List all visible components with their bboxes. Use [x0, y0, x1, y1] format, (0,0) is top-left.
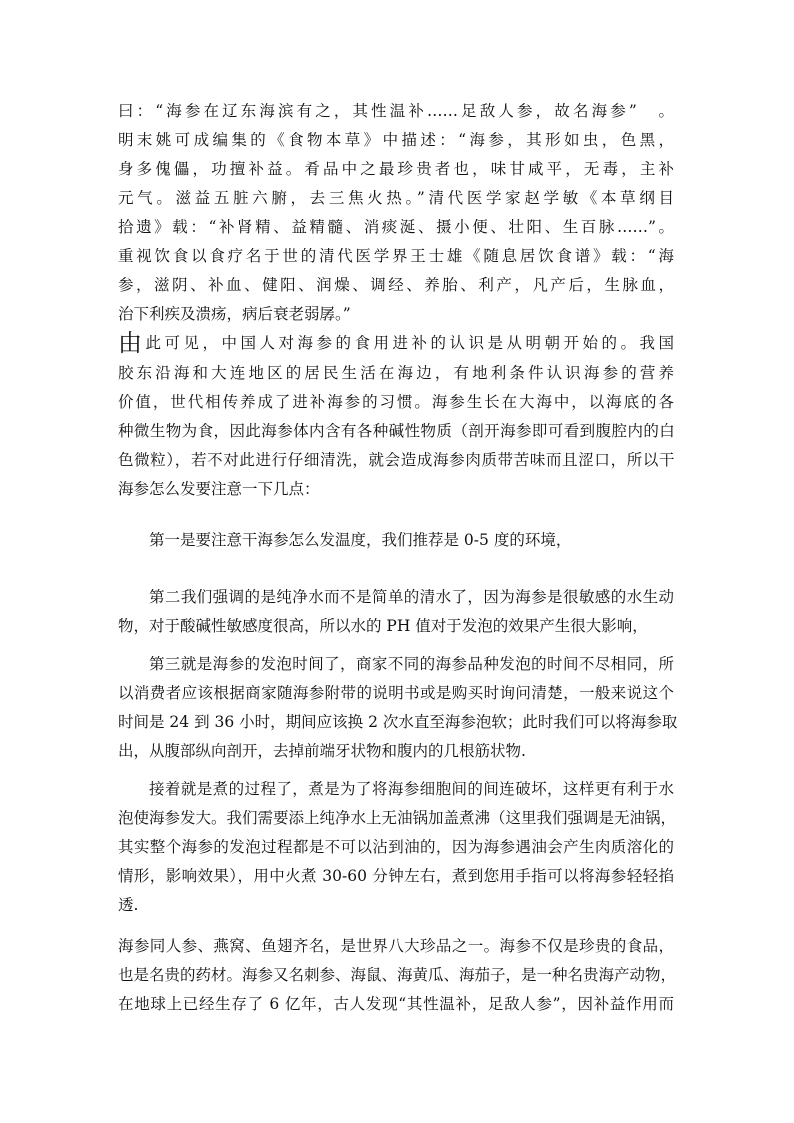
text-line: 时间是 24 到 36 小时，期间应该换 2 次水直至海参泡软；此时我们可以将海参取: [118, 713, 678, 731]
paragraph-history: [118, 327, 674, 504]
text-line: 参，滋阴、补血、健阳、润燥、调经、养胎、利产，凡产后，生脉血，: [118, 276, 674, 294]
text-line: 色微粒），若不对此进行仔细清洗，就会造成海参肉质带苦味而且涩口，所以干: [118, 451, 674, 469]
text-line: 胶东沿海和大连地区的居民生活在海边，有地利条件认识海参的营养: [118, 364, 674, 382]
text-line: 重视饮食以食疗名于世的清代医学界王士雄《随息居饮食谱》载：“海: [118, 247, 674, 265]
text-line-rest: 此可见，中国人对海参的食用进补的认识是从明朝开始的。我国: [145, 334, 674, 352]
text-line: 第一是要注意干海参怎么发温度，我们推荐是 0-5 度的环境，: [149, 531, 572, 549]
text-line: 情形，影响效果），用中火煮 30-60 分钟左右，煮到您用手指可以将海参轻轻掐: [118, 867, 674, 885]
text-line: 出，从腹部纵向剖开，去掉前端牙状物和腹内的几根筋状物.: [118, 742, 526, 760]
drop-cap: 由: [118, 329, 146, 357]
text-line: 明末姚可成编集的《食物本草》中描述：“海参，其形如虫，色黑，: [118, 131, 674, 149]
text-line: 第三就是海参的发泡时间了，商家不同的海参品种发泡的时间不尽相同，所: [149, 655, 674, 673]
text-line: 身多傀儡，功擅补益。肴品中之最珍贵者也，味甘咸平，无毒，主补: [118, 160, 674, 178]
text-line-dropcap: [118, 327, 674, 359]
text-line: 以消费者应该根据商家随海参附带的说明书或是购买时询问清楚，一般来说这个: [118, 684, 674, 702]
text-line: 价值，世代相传养成了进补海参的习惯。海参生长在大海中，以海底的各: [118, 393, 674, 411]
text-line: 海参怎么发要注意一下几点：: [118, 480, 320, 498]
text-line: 泡使海参发大。我们需要添上纯净水上无油锅加盖煮沸（这里我们强调是无油锅，: [118, 809, 677, 827]
text-line: 元气。滋益五脏六腑，去三焦火热。”清代医学家赵学敏《本草纲目: [118, 189, 674, 207]
text-line: 曰：“海参在辽东海滨有之，其性温补……足敌人参，故名海参” 。: [118, 102, 674, 120]
text-line: 物，对于酸碱性敏感度很高，所以水的 PH 值对于发泡的效果产生很大影响，: [118, 617, 648, 635]
text-line: 接着就是煮的过程了，煮是为了将海参细胞间的间连破坏，这样更有利于水: [149, 780, 674, 798]
paragraph-temperature: [118, 526, 674, 555]
paragraph-treasures: [118, 932, 677, 1019]
text-line: 拾遗》载：“补肾精、益精髓、消痰涎、摄小便、壮阳、生百脉……”。: [118, 218, 674, 236]
paragraph-classical-quotes: [118, 97, 674, 329]
text-line: 也是名贵的药材。海参又名刺参、海鼠、海黄瓜、海茄子，是一种名贵海产动物，: [118, 966, 677, 984]
text-line: 第二我们强调的是纯净水而不是简单的清水了，因为海参是很敏感的水生动: [149, 588, 674, 606]
text-line: 海参同人参、燕窝、鱼翅齐名，是世界八大珍品之一。海参不仅是珍贵的食品，: [118, 937, 674, 955]
text-line: 其实整个海参的发泡过程都是不可以沾到油的，因为海参遇油会产生肉质溶化的: [118, 838, 674, 856]
paragraph-water: [118, 583, 674, 641]
paragraph-soaking-time: [118, 650, 678, 766]
text-line: 种微生物为食，因此海参体内含有各种碱性物质（剖开海参即可看到腹腔内的白: [118, 422, 674, 440]
text-line: 治下利疾及溃疡，病后衰老弱孱。”: [118, 305, 351, 323]
paragraph-boiling: [118, 775, 677, 920]
text-line: 在地球上已经生存了 6 亿年，古人发现“其性温补，足敌人参”，因补益作用而: [118, 995, 674, 1013]
text-line: 透.: [118, 896, 139, 914]
